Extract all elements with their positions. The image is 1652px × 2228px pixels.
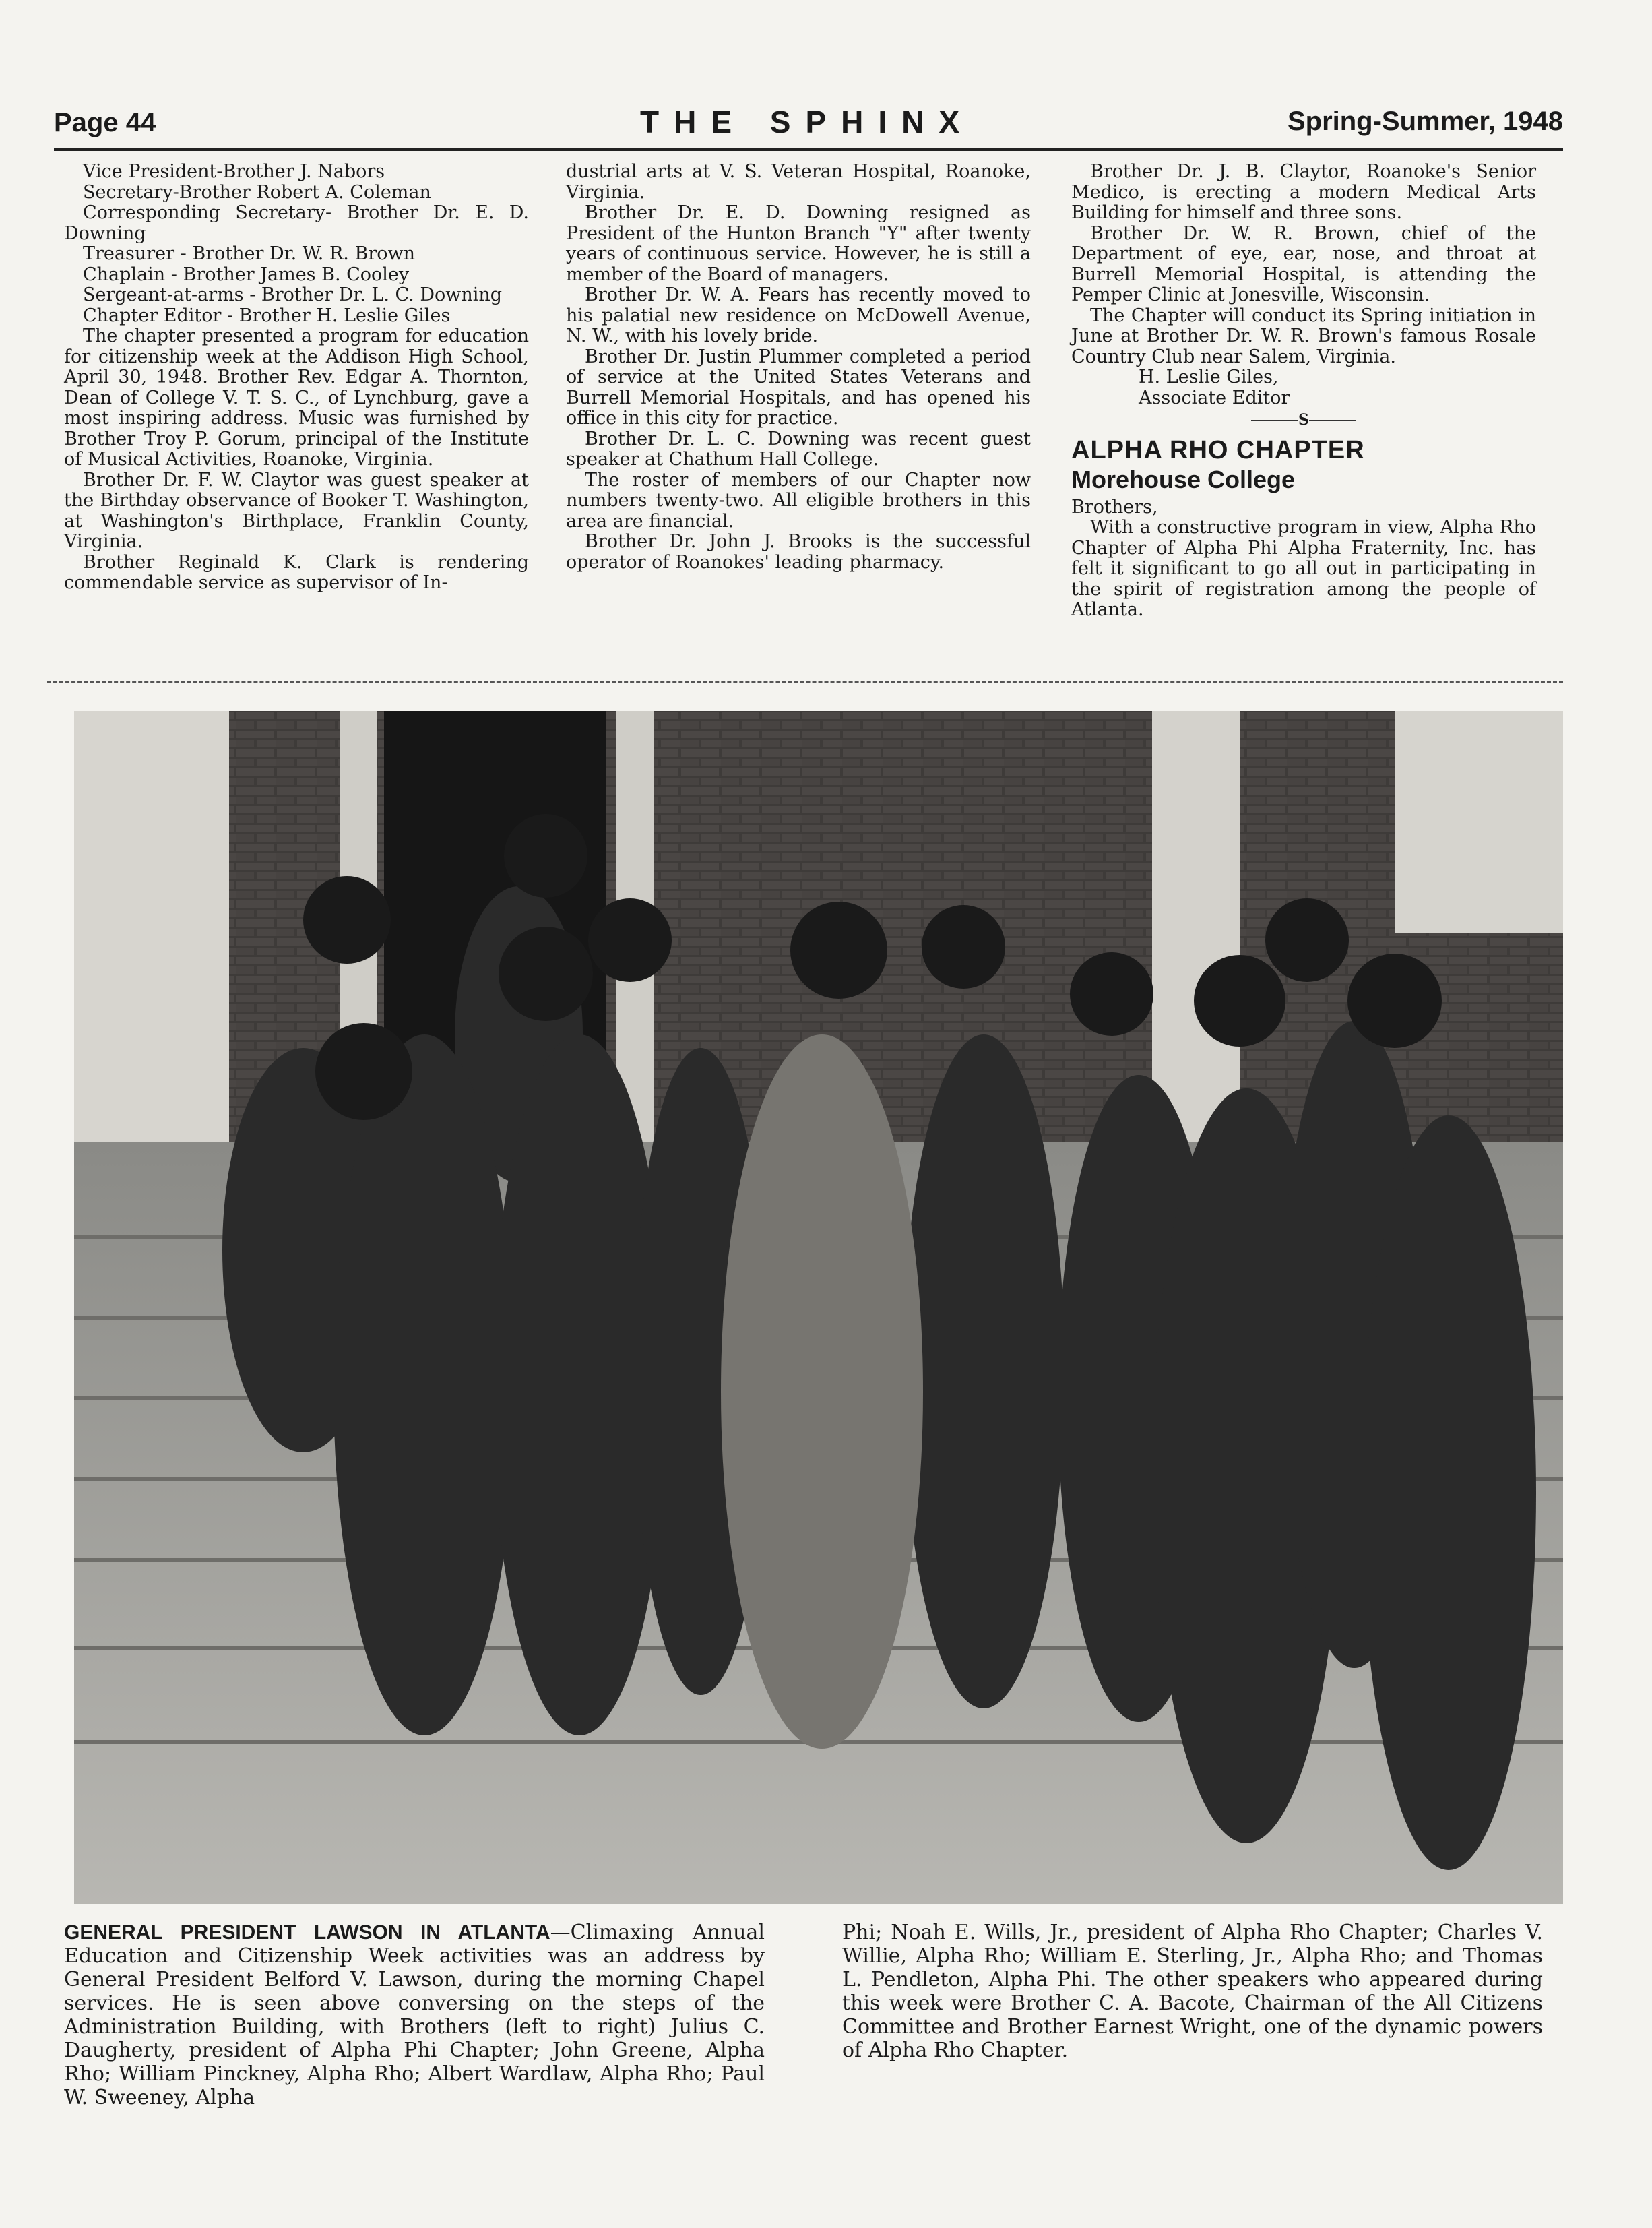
paragraph: The Chapter will conduct its Spring initiation in June at Brother Dr. W. R. Brown's famous Rosale Country Club near Salem, Virginia. bbox=[1071, 305, 1536, 367]
officer-line: Treasurer - Brother Dr. W. R. Brown bbox=[83, 243, 415, 264]
officer-line: Secretary-Brother Robert A. Coleman bbox=[83, 181, 431, 203]
separator-letter: S bbox=[1298, 411, 1309, 429]
article-column-2 bbox=[566, 162, 1031, 573]
magazine-title: THE SPHINX bbox=[640, 104, 975, 140]
officer-line: Vice President-Brother J. Nabors bbox=[83, 161, 385, 182]
paragraph: Brother Dr. E. D. Downing resigned as President of the Hunton Branch "Y" after twenty years of continuous service. However, he is still a member of the Board of managers. bbox=[566, 202, 1031, 285]
signature-title: Associate Editor bbox=[1139, 387, 1290, 408]
paragraph: Brother Dr. Justin Plummer completed a period of service at the United States Veterans and Burrell Memorial Hospitals, and has opened his office in this city for practice. bbox=[566, 346, 1031, 429]
section-separator bbox=[1071, 410, 1536, 431]
page-number: Page 44 bbox=[54, 108, 156, 137]
caption-text: Phi; Noah E. Wills, Jr., president of Alpha Rho Chapter; Charles V. Willie, Alpha Rho; William E. Sterling, Jr., Alpha Rho; and Thomas L. Pendleton, Alpha Phi. The other speakers who appeared during this week were Brother C. A. Bacote, Chairman of the All Citizens Committee and Brother Earnest Wright, one of the dynamic powers of Alpha Rho Chapter. bbox=[842, 1921, 1543, 2062]
group-photograph bbox=[74, 711, 1563, 1904]
page-header bbox=[54, 101, 1563, 151]
paragraph: Brother Dr. F. W. Claytor was guest speaker at the Birthday observance of Booker T. Washington, at Washington's Birthplace, Franklin County, Virginia. bbox=[64, 469, 529, 552]
officer-line: Corresponding Secretary- Brother Dr. E. D. Downing bbox=[64, 202, 529, 244]
officer-line: Sergeant-at-arms - Brother Dr. L. C. Downing bbox=[83, 284, 503, 305]
dashed-divider bbox=[47, 681, 1563, 683]
article-column-1 bbox=[64, 162, 529, 594]
caption-headline: GENERAL PRESIDENT LAWSON IN ATLANTA bbox=[64, 1921, 550, 1944]
paragraph: The roster of members of our Chapter now numbers twenty-two. All eligible brothers in this area are financial. bbox=[566, 469, 1031, 532]
paragraph: Brother Dr. W. A. Fears has recently moved to his palatial new residence on McDowell Avenue, N. W., with his lovely bride. bbox=[566, 284, 1031, 346]
paragraph: Brother Dr. J. B. Claytor, Roanoke's Senior Medico, is erecting a modern Medical Arts Building for himself and three sons. bbox=[1071, 161, 1536, 223]
paragraph: Brother Dr. L. C. Downing was recent guest speaker at Chathum Hall College. bbox=[566, 428, 1031, 470]
article-column-3 bbox=[1071, 162, 1536, 621]
photo-illustration bbox=[74, 711, 1563, 1904]
photo-caption-left bbox=[64, 1921, 765, 2109]
officer-line: Chapter Editor - Brother H. Leslie Giles bbox=[83, 305, 451, 326]
caption-text: —Climaxing Annual Education and Citizenship Week activities was an address by General President Belford V. Lawson, during the morning Chapel services. He is seen above conversing on the steps of the Administration Building, with Brothers (left to right) Julius C. Daugherty, president of Alpha Phi Chapter; John Greene, Alpha Rho; William Pinckney, Alpha Rho; Albert Wardlaw, Alpha Rho; Paul W. Sweeney, Alpha bbox=[64, 1921, 765, 2109]
salutation: Brothers, bbox=[1071, 496, 1158, 518]
chapter-title: ALPHA RHO CHAPTER bbox=[1071, 435, 1365, 464]
paragraph: With a constructive program in view, Alpha Rho Chapter of Alpha Phi Alpha Fraternity, Inc. has felt it significant to go all out in participating in the spirit of registration among the people of Atlanta. bbox=[1071, 517, 1536, 620]
paragraph: Brother Reginald K. Clark is rendering commendable service as supervisor of In- bbox=[64, 551, 529, 593]
chapter-subtitle: Morehouse College bbox=[1071, 465, 1296, 493]
issue-date: Spring-Summer, 1948 bbox=[1287, 106, 1563, 136]
paragraph: Brother Dr. John J. Brooks is the successful operator of Roanokes' leading pharmacy. bbox=[566, 531, 1031, 573]
photo-caption-right bbox=[842, 1921, 1543, 2062]
officer-line: Chaplain - Brother James B. Cooley bbox=[83, 264, 410, 285]
paragraph: Brother Dr. W. R. Brown, chief of the Department of eye, ear, nose, and throat at Burrell Memorial Hospital, is attending the Pemper Clinic at Jonesville, Wisconsin. bbox=[1071, 222, 1536, 305]
signature-name: H. Leslie Giles, bbox=[1139, 367, 1279, 388]
paragraph: The chapter presented a program for education for citizenship week at the Addison High School, April 30, 1948. Brother Rev. Edgar A. Thornton, Dean of College V. T. S. C., of Lynchburg, gave a most inspiring address. Music was furnished by Brother Troy P. Gorum, principal of the Institute of Musical Activities, Roanoke, Virginia. bbox=[64, 326, 529, 470]
paragraph: dustrial arts at V. S. Veteran Hospital, Roanoke, Virginia. bbox=[566, 161, 1031, 203]
